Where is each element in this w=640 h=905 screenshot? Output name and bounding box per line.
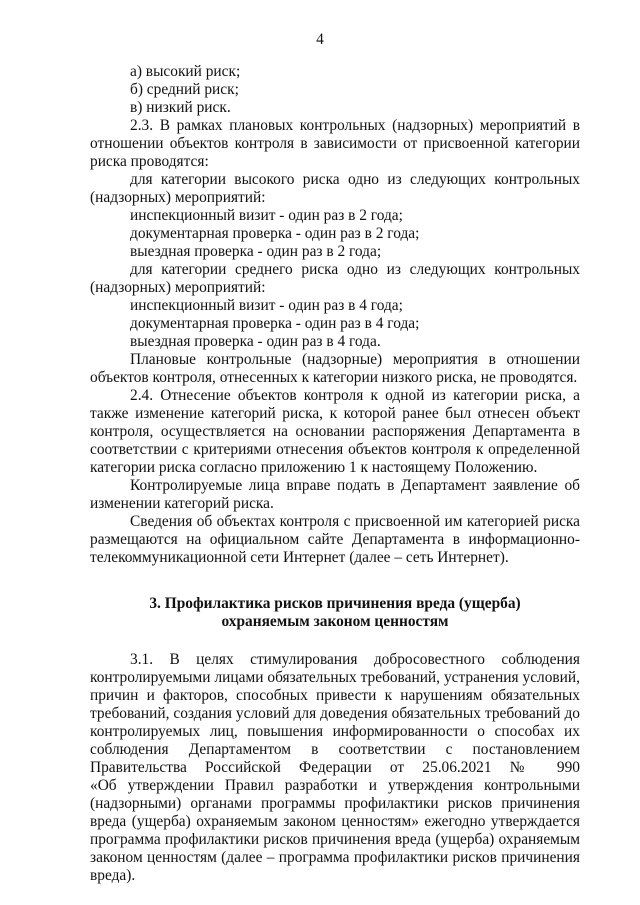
risk-item-low: в) низкий риск. [130,99,231,116]
high-risk-intro-line: для категории высокого риска одно из следующих контрольных [130,171,580,188]
medium-risk-item: документарная проверка - один раз в 4 года; [130,315,420,332]
paragraph-3-1-line: законом ценностям (далее – программа профилактики рисков причинения [90,849,580,866]
paragraph-3-1-line: 3.1. В целях стимулирования добросовестного соблюдения [130,651,580,668]
medium-risk-item: инспекционный визит - один раз в 4 года; [130,297,403,314]
paragraph-3-1-line: причин и факторов, способных привести к нарушениям обязательных [90,687,580,704]
controlled-persons-line: Контролируемые лица вправе подать в Департамент заявление об [130,477,580,494]
paragraph-3-1-line: вреда). [90,867,136,884]
paragraph-2-4-line: категории риска согласно приложению 1 к настоящему Положению. [90,459,538,476]
section-3-title: 3. Профилактика рисков причинения вреда (ущерба) [149,595,521,612]
planned-measures-line: объектов контроля, отнесенных к категории низкого риска, не проводятся. [90,369,578,386]
planned-measures-line: Плановые контрольные (надзорные) мероприятия в отношении [130,351,580,368]
paragraph-2-4-line: соответствии с критериями отнесения объектов контроля к определенной [90,441,580,458]
high-risk-intro-line: (надзорных) мероприятий: [90,189,266,206]
paragraph-3-1-line: требований, создания условий для доведения обязательных требований до [90,705,580,722]
page-number: 4 [316,31,324,48]
paragraph-3-1-line: соблюдения Департаментом в соответствии с постановлением [90,741,580,758]
info-placement-line: телекоммуникационной сети Интернет (далее – сеть Интернет). [90,549,509,566]
paragraph-2-4-line: контроля, осуществляется на основании распоряжения Департамента в [90,423,580,440]
paragraph-2-4-line: 2.4. Отнесение объектов контроля к одной из категории риска, а [130,387,580,404]
paragraph-2-3-line: риска проводятся: [90,153,209,170]
paragraph-2-4-line: также изменение категорий риска, к которой ранее был отнесен объект [90,405,580,422]
section-3-title: охраняемым законом ценностям [221,613,449,630]
paragraph-3-1-line: вреда (ущерба) охраняемым законом ценностям» ежегодно утверждается [90,813,580,830]
info-placement-line: Сведения об объектах контроля с присвоенной им категорией риска [130,513,580,530]
paragraph-2-3-line: отношении объектов контроля в зависимости от присвоенной категории [90,135,580,152]
medium-risk-item: выездная проверка - один раз в 4 года. [130,333,381,350]
paragraph-3-1-line: программа профилактики рисков причинения вреда (ущерба) охраняемым [90,831,580,848]
medium-risk-intro-line: для категории среднего риска одно из следующих контрольных [130,261,580,278]
paragraph-3-1-line: контролируемых лиц, повышения информированности о способах их [90,723,580,740]
high-risk-item: выездная проверка - один раз в 2 года; [130,243,382,260]
info-placement-line: размещаются на официальном сайте Департамента в информационно- [90,531,580,548]
risk-item-medium: б) средний риск; [130,81,239,98]
paragraph-3-1-line: контролируемыми лицами обязательных требований, устранения условий, [90,669,580,686]
medium-risk-intro-line: (надзорных) мероприятий: [90,279,266,296]
paragraph-3-1-line: (надзорными) органами программы профилактики рисков причинения [90,795,580,812]
high-risk-item: инспекционный визит - один раз в 2 года; [130,207,403,224]
document-body [90,63,580,885]
controlled-persons-line: изменении категорий риска. [90,495,274,512]
risk-item-high: а) высокий риск; [130,63,241,80]
paragraph-3-1-line: «Об утверждении Правил разработки и утверждения контрольными [90,777,580,794]
paragraph-2-3-line: 2.3. В рамках плановых контрольных (надзорных) мероприятий в [130,117,580,134]
paragraph-3-1-line: Правительства Российской Федерации от 25.06.2021 № 990 [90,759,580,776]
high-risk-item: документарная проверка - один раз в 2 года; [130,225,420,242]
